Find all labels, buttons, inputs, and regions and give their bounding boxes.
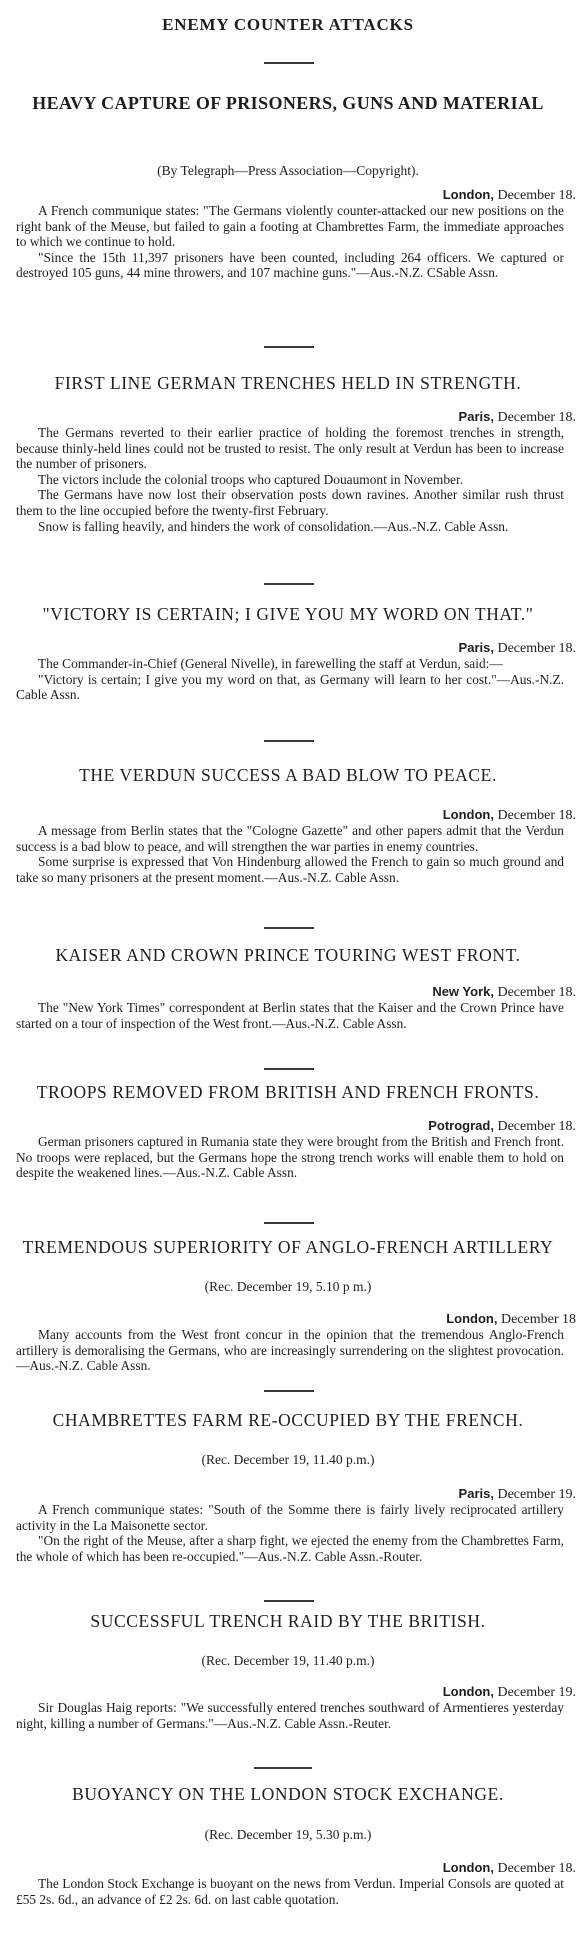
received-line: (Rec. December 19, 5.10 p m.) (204, 1279, 372, 1294)
dateline (0, 1310, 576, 1328)
article-body (0, 425, 576, 534)
dateline-date: December 18. (497, 188, 576, 203)
dateline (0, 639, 576, 657)
article-body (0, 203, 576, 281)
paragraph: The Germans reverted to their earlier practice of holding the foremost trenches in strength, because thinly-held lines could not be trusted to resist. The only result at Verdun has been to increase the number of prisoners. (16, 425, 564, 472)
paragraph: German prisoners captured in Rumania state they were brought from the British and French front. No troops were replaced, but the Germans hope the strong trench works will enable them to hold on despite the weakened lines.—Aus.-N.Z. Cable Assn. (16, 1134, 564, 1181)
dateline-date: December 18. (497, 985, 576, 1000)
article-body (0, 1876, 576, 1907)
paragraph: "On the right of the Meuse, after a sharp fight, we ejected the enemy from the Chambrettes Farm, the whole of which has been re-occupied."—Aus.-N.Z. Cable Assn.-Router. (16, 1533, 564, 1564)
dateline (0, 1485, 576, 1503)
section-heading: KAISER AND CROWN PRINCE TOURING WEST FRONT. (55, 945, 521, 965)
divider (264, 1068, 314, 1070)
dateline-date: December 18. (497, 808, 576, 823)
section-heading: THE VERDUN SUCCESS A BAD BLOW TO PEACE. (79, 765, 497, 785)
article-body (0, 1134, 576, 1181)
dateline-date: December 18. (497, 410, 576, 425)
received-line: (Rec. December 19, 11.40 p.m.) (201, 1452, 375, 1467)
article-body (0, 1502, 576, 1564)
paragraph: A French communique states: "The Germans violently counter-attacked our new positions on the right bank of the Meuse, but failed to gain a footing at Chambrettes Farm, the immediate approaches to which we continue to hold. (16, 203, 564, 250)
dateline (0, 408, 576, 426)
dateline-city: London, (442, 807, 494, 822)
dateline-city: London, (446, 1311, 498, 1326)
dateline-date: December 19. (497, 1487, 576, 1502)
paragraph: "Since the 15th 11,397 prisoners have been counted, including 264 officers. We captured or destroyed 105 guns, 44 mine throwers, and 107 machine guns."—Aus.-N.Z. CSable Assn. (16, 249, 564, 281)
paragraph: "Victory is certain; I give you my word on that, as Germany will learn to her cost."—Aus.-N.Z. Cable Assn. (16, 671, 564, 703)
divider (264, 62, 314, 64)
paragraph: A message from Berlin states that the "Cologne Gazette" and other papers admit that the Verdun success is a bad blow to peace, and will strengthen the war parties in enemy countries. (16, 823, 564, 854)
divider (264, 583, 314, 585)
section-heading: BUOYANCY ON THE LONDON STOCK EXCHANGE. (72, 1784, 504, 1804)
section-heading: TREMENDOUS SUPERIORITY OF ANGLO-FRENCH ARTILLERY (22, 1237, 554, 1257)
dateline-city: Paris, (458, 640, 494, 655)
section-heading: TROOPS REMOVED FROM BRITISH AND FRENCH FRONTS. (36, 1082, 540, 1102)
credit-line: (By Telegraph—Press Association—Copyright). (157, 163, 419, 178)
article-body (0, 1327, 576, 1374)
paragraph: Sir Douglas Haig reports: "We successfully entered trenches southward of Armentieres yesterday night, killing a number of Germans."—Aus.-N.Z. Cable Assn.-Reuter. (16, 1700, 564, 1731)
article-body (0, 1000, 576, 1031)
divider (254, 1767, 312, 1769)
paragraph: The victors include the colonial troops who captured Douaumont in November. (38, 471, 464, 487)
paragraph: Some surprise is expressed that Von Hindenburg allowed the French to gain so much ground and take so many prisoners at the present moment.—Aus.-N.Z. Cable Assn. (16, 854, 564, 885)
received-line: (Rec. December 19, 11.40 p.m.) (201, 1653, 375, 1668)
paragraph: The Commander-in-Chief (General Nivelle), in farewelling the staff at Verdun, said:— (38, 656, 503, 671)
section-heading: CHAMBRETTES FARM RE-OCCUPIED BY THE FRENCH. (52, 1410, 524, 1430)
dateline (0, 1859, 576, 1877)
dateline (0, 1117, 576, 1135)
subtitle: HEAVY CAPTURE OF PRISONERS, GUNS AND MATERIAL (32, 93, 544, 113)
divider (264, 1600, 314, 1602)
paragraph: The "New York Times" correspondent at Berlin states that the Kaiser and the Crown Prince have started on a tour of inspection of the West front.—Aus.-N.Z. Cable Assn. (16, 1000, 564, 1031)
paragraph: Many accounts from the West front concur in the opinion that the tremendous Anglo-French artillery is demoralising the Germans, who are increasingly surrendering on the slightest provocation.—Aus.-N.Z. Cable Assn. (16, 1327, 564, 1374)
section-heading: FIRST LINE GERMAN TRENCHES HELD IN STRENGTH. (54, 373, 522, 393)
dateline-date: December 18 (500, 1312, 576, 1327)
paragraph: The Germans have now lost their observation posts down ravines. Another similar rush thrust them to the line occupied before the twenty-first February. (16, 487, 564, 518)
received-line: (Rec. December 19, 5.30 p.m.) (204, 1827, 372, 1842)
dateline-city: Paris, (458, 409, 494, 424)
dateline-date: December 18. (497, 1119, 576, 1134)
section-heading: "VICTORY IS CERTAIN; I GIVE YOU MY WORD ON THAT." (42, 604, 534, 624)
dateline (0, 1683, 576, 1701)
article-body (0, 1700, 576, 1731)
dateline-city: Potrograd, (428, 1118, 494, 1133)
section-heading: SUCCESSFUL TRENCH RAID BY THE BRITISH. (90, 1611, 486, 1631)
dateline-date: December 19. (497, 1685, 576, 1700)
dateline-date: December 18. (497, 641, 576, 656)
dateline-date: December 18. (497, 1861, 576, 1876)
dateline-city: London, (442, 1684, 494, 1699)
divider (264, 740, 314, 742)
dateline (0, 186, 576, 204)
article-body (0, 823, 576, 885)
paragraph: The London Stock Exchange is buoyant on the news from Verdun. Imperial Consols are quoted at £55 2s. 6d., an advance of £2 2s. 6d. on last cable quotation. (16, 1876, 564, 1907)
dateline (0, 983, 576, 1001)
paragraph: Snow is falling heavily, and hinders the work of consolidation.—Aus.-N.Z. Cable Assn. (38, 518, 509, 534)
page-title: ENEMY COUNTER ATTACKS (162, 15, 414, 34)
divider (264, 1222, 314, 1224)
divider (264, 1390, 314, 1392)
dateline-city: New York, (432, 984, 494, 999)
dateline-city: Paris, (458, 1486, 494, 1501)
paragraph: A French communique states: "South of the Somme there is fairly lively reciprocated artillery activity in the La Maisonette sector. (16, 1502, 564, 1533)
dateline-city: London, (442, 1860, 494, 1875)
divider (264, 927, 314, 929)
dateline (0, 806, 576, 824)
article-body (0, 656, 576, 703)
dateline-city: London, (442, 187, 494, 202)
divider (264, 346, 314, 348)
